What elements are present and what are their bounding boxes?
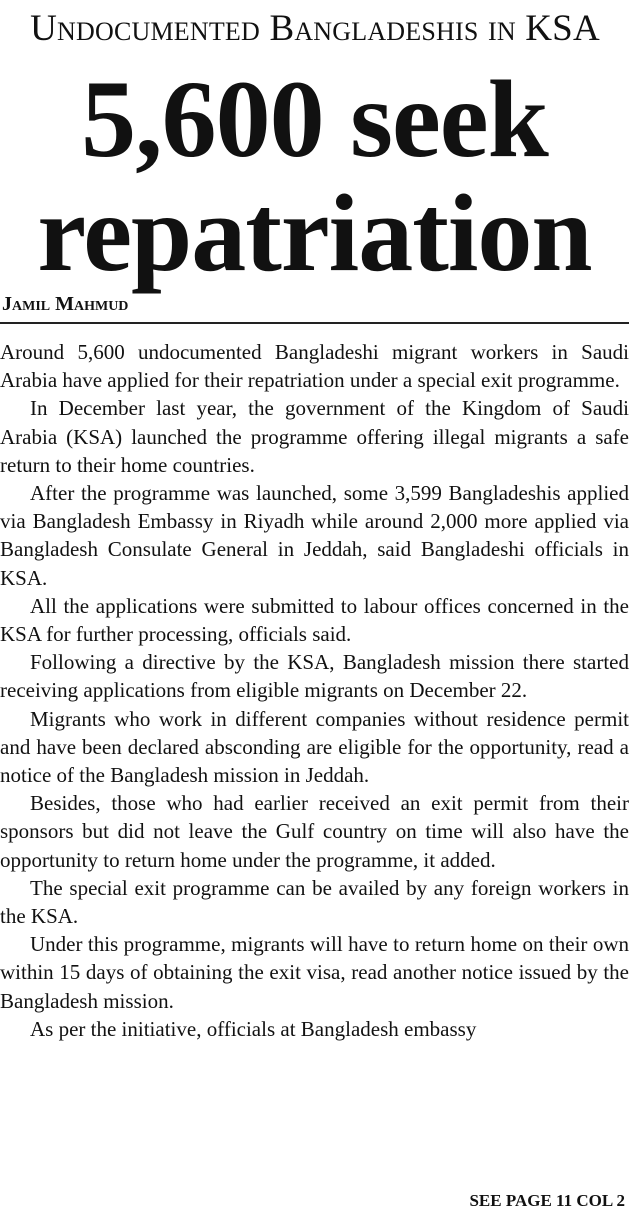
paragraph-8: The special exit programme can be availed by any foreign workers in the KSA.	[0, 875, 629, 929]
kicker: Undocumented Bangladeshis in KSA	[30, 8, 600, 49]
headline-line-2: repatriation	[37, 172, 592, 294]
paragraph-5: Following a directive by the KSA, Bangladesh mission there started receiving applications from eligible migrants on December 22.	[0, 650, 629, 703]
paragraph-1: Around 5,600 undocumented Bangladeshi migrant workers in Saudi Arabia have applied for their repatriation under a special exit programme.	[0, 340, 629, 393]
paragraph-6: Migrants who work in different companies without residence permit and have been declared absconding are eligible for the opportunity, read a notice of the Bangladesh mission in Jeddah.	[0, 706, 629, 788]
continued-on-page: SEE PAGE 11 COL 2	[469, 1191, 625, 1210]
paragraph-4: All the applications were submitted to labour offices concerned in the KSA for further processing, officials said.	[0, 593, 629, 647]
paragraph-7: Besides, those who had earlier received an exit permit from their sponsors but did not leave the Gulf country on time will also have the opportunity to return home under the programme, it added.	[0, 791, 629, 872]
paragraph-9: Under this programme, migrants will have to return home on their own within 15 days of obtaining the exit visa, read another notice issued by the Bangladesh mission.	[0, 932, 629, 1013]
byline: Jamil Mahmud	[2, 293, 129, 315]
byline-divider	[0, 322, 629, 324]
headline	[0, 58, 629, 294]
paragraph-3: After the programme was launched, some 3,599 Bangladeshis applied via Bangladesh Embassy in Riyadh while around 2,000 more applied via Bangladesh Consulate General in Jeddah, said Bangladeshi officials in KSA.	[0, 481, 629, 590]
article-body	[0, 338, 629, 1043]
headline-line-1: 5,600 seek	[81, 58, 548, 180]
paragraph-10: As per the initiative, officials at Bangladesh embassy	[30, 1016, 477, 1041]
paragraph-2: In December last year, the government of the Kingdom of Saudi Arabia (KSA) launched the programme offering illegal migrants a safe return to their home countries.	[0, 396, 629, 477]
